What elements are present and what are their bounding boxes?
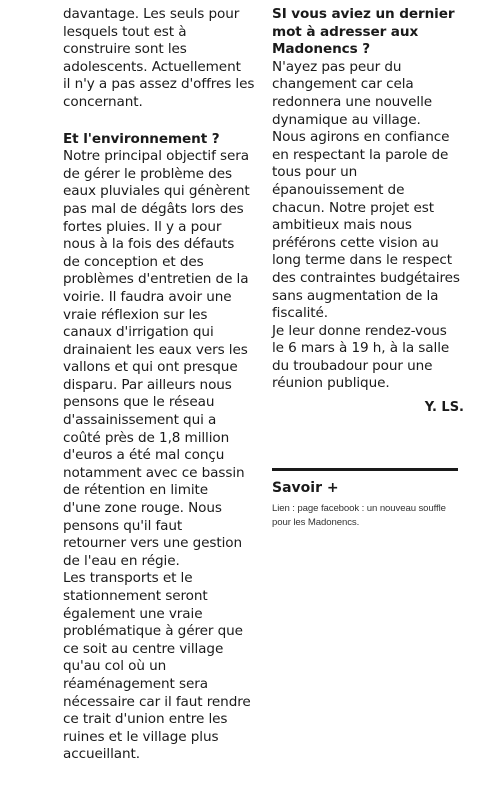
text-line: sans augmentation de la [272,287,439,304]
text-line: adolescents. Actuellement [63,58,241,75]
environment-heading: Et l'environnement ? [63,130,220,147]
text-line: de gérer le problème des [63,165,232,182]
text-line: vallons et qui ont presque [63,359,238,376]
text-line: Les transports et le [63,570,193,587]
text-line: ruines et le village plus [63,728,219,745]
text-line: retourner vers une gestion [63,535,242,552]
text-line: il n'y a pas assez d'offres les [63,76,255,93]
text-line: accueillant. [63,746,140,763]
text-line: du troubadour pour une [272,357,433,374]
heading-line: SI vous aviez un dernier [272,6,455,22]
savoir-plus-box [272,502,472,529]
text-line: ambitieux mais nous [272,217,412,234]
right-column [272,6,472,417]
author-signature: Y. LS. [424,400,464,416]
text-line: ce trait d'union entre les [63,711,228,728]
text-line: Notre principal objectif sera [63,148,249,165]
text-line: pas mal de dégâts lors des [63,200,244,217]
paragraph-spacer [63,112,253,131]
text-line: d'euros a été mal conçu [63,447,225,464]
text-line: de rétention en limite [63,482,209,499]
text-line: en respectant la parole de [272,146,449,163]
text-line: dynamique au village. [272,111,421,128]
heading-line: Madonencs ? [272,41,371,58]
heading-line: mot à adresser aux [272,23,419,40]
text-line: canaux d'irrigation qui [63,324,214,341]
text-line: vraie réflexion sur les [63,306,208,323]
savoir-plus-title: Savoir + [272,480,339,496]
text-line: de conception et des [63,253,204,270]
text-line: Je leur donne rendez-vous [272,322,447,339]
text-line: problèmes d'entretien de la [63,271,249,288]
text-line: Nous agirons en confiance [272,129,450,146]
text-line: des contraintes budgétaires [272,269,460,286]
text-line: épanouissement de [272,181,405,198]
text-line: coûté près de 1,8 million [63,429,230,446]
savoir-line: Lien : page facebook : un nouveau souffle [272,503,446,514]
text-line: de l'eau en régie. [63,552,180,569]
intro-paragraph [63,6,253,112]
text-line: voirie. Il faudra avoir une [63,288,232,305]
text-line: tous pour un [272,164,358,181]
text-line: redonnera une nouvelle [272,93,433,110]
text-line: changement car cela [272,76,414,93]
text-line: qu'au col où un [63,658,167,675]
text-line: long terme dans le respect [272,252,452,269]
section-divider [272,468,458,471]
text-line: réunion publique. [272,375,390,392]
text-line: fortes pluies. Il y a pour [63,218,222,235]
text-line: nous à la fois des défauts [63,236,235,253]
text-line: N'ayez pas peur du [272,58,402,75]
left-column [63,6,253,764]
text-line: disparu. Par ailleurs nous [63,376,232,393]
last-word-heading [272,6,472,59]
text-line: problématique à gérer que [63,623,243,640]
text-line: davantage. Les seuls pour [63,6,240,22]
text-line: construire sont les [63,41,187,58]
text-line: ce soit au centre village [63,640,224,657]
text-line: notamment avec ce bassin [63,464,245,481]
text-line: concernant. [63,93,143,110]
text-line: d'assainissement qui a [63,412,217,429]
environment-paragraph [63,148,253,764]
text-line: pensons que le réseau [63,394,215,411]
text-line: fiscalité. [272,305,329,322]
text-line: réaménagement sera [63,675,208,692]
text-line: eaux pluviales qui génèrent [63,183,250,200]
text-line: le 6 mars à 19 h, à la salle [272,340,450,357]
text-line: d'une zone rouge. Nous [63,500,222,517]
text-line: stationnement seront [63,588,208,604]
savoir-line: pour les Madonencs. [272,516,360,528]
text-line: pensons qu'il faut [63,517,183,534]
text-line: également une vraie [63,605,203,622]
text-line: nécessaire car il faut rendre [63,693,251,710]
text-line: chacun. Notre projet est [272,199,434,216]
text-line: préférons cette vision au [272,234,439,251]
text-line: lesquels tout est à [63,23,187,40]
last-word-paragraph [272,59,472,393]
text-line: drainaient les eaux vers les [63,341,248,358]
